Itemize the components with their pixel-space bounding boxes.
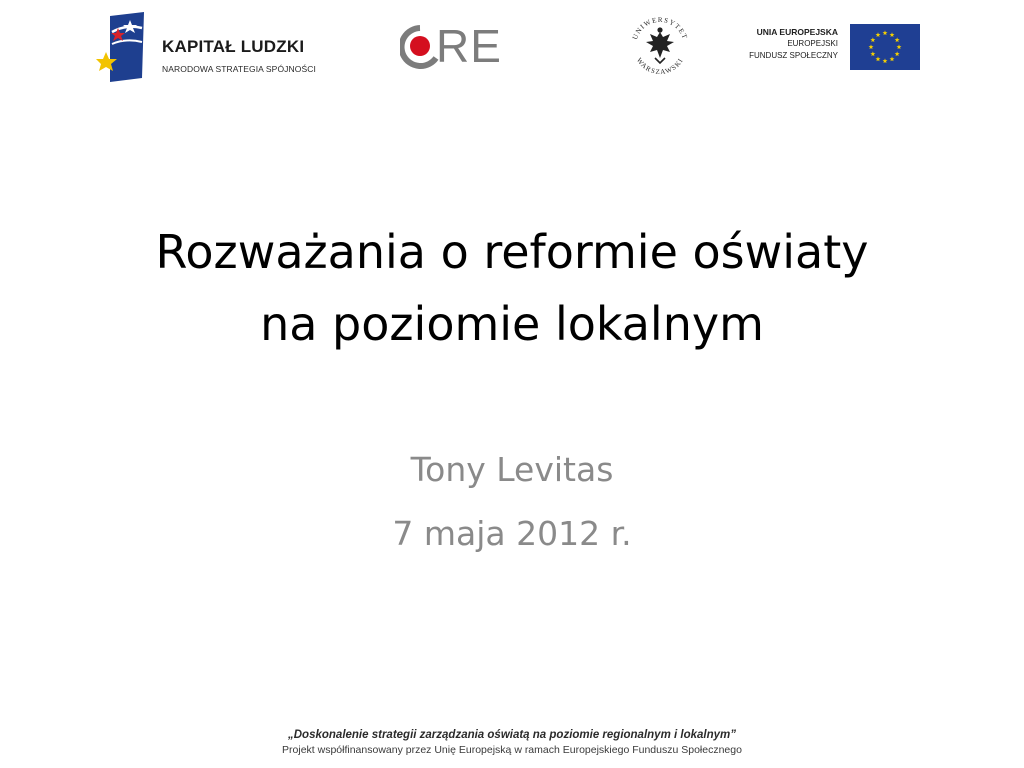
- eu-star-icon: [890, 57, 895, 62]
- funding-note: Projekt współfinansowany przez Unię Europejską w ramach Europejskiego Funduszu Społecznego: [282, 744, 742, 756]
- eu-star-icon: [890, 32, 895, 37]
- eu-star-icon: [870, 51, 875, 56]
- svg-text:WARSZAWSKI: WARSZAWSKI: [634, 56, 686, 77]
- ore-circle-icon: [400, 24, 440, 72]
- eu-star-icon: [895, 51, 900, 56]
- kapital-ludzki-icon: [96, 12, 158, 84]
- eu-star-icon: [870, 37, 875, 42]
- eu-fund-label-line1: EUROPEJSKI: [787, 39, 838, 48]
- kapital-ludzki-logo: [96, 12, 336, 84]
- slide-title-line2: na poziomie lokalnym: [260, 297, 764, 351]
- kapital-ludzki-subtitle: NARODOWA STRATEGIA SPÓJNOŚCI: [162, 64, 316, 74]
- eu-union-label: UNIA EUROPEJSKA: [756, 27, 838, 37]
- eu-star-icon: [876, 57, 881, 62]
- ore-logo-text: RE: [436, 20, 502, 72]
- eu-star-icon: [876, 32, 881, 37]
- eu-star-icon: [895, 37, 900, 42]
- eu-star-icon: [883, 30, 888, 35]
- eu-fund-label-line2: FUNDUSZ SPOŁECZNY: [749, 51, 838, 60]
- eu-stars-icon: [850, 24, 920, 70]
- logo-bar: [0, 0, 1024, 100]
- presentation-date: 7 maja 2012 r.: [392, 514, 632, 553]
- project-name: „Doskonalenie strategii zarządzania oświatą na poziomie regionalnym i lokalnym”: [288, 729, 736, 741]
- slide-title-line1: Rozważania o reformie oświaty: [155, 225, 869, 279]
- eu-star-icon: [869, 44, 874, 49]
- eu-star-icon: [897, 44, 902, 49]
- slide-subtitle: [112, 438, 912, 566]
- slide-footer: [112, 728, 912, 757]
- eu-logo: [740, 24, 920, 72]
- eu-logo-text: [749, 26, 838, 62]
- author-name: Tony Levitas: [410, 450, 614, 489]
- kapital-ludzki-title: KAPITAŁ LUDZKI: [162, 37, 305, 56]
- svg-text:UNIWERSYTET: UNIWERSYTET: [630, 15, 690, 41]
- slide-title: [62, 216, 962, 360]
- eagle-seal-icon: [624, 10, 696, 82]
- university-seal-logo: [624, 10, 696, 82]
- eu-star-icon: [883, 58, 888, 63]
- eu-flag: [850, 24, 920, 70]
- ore-logo: [400, 22, 520, 72]
